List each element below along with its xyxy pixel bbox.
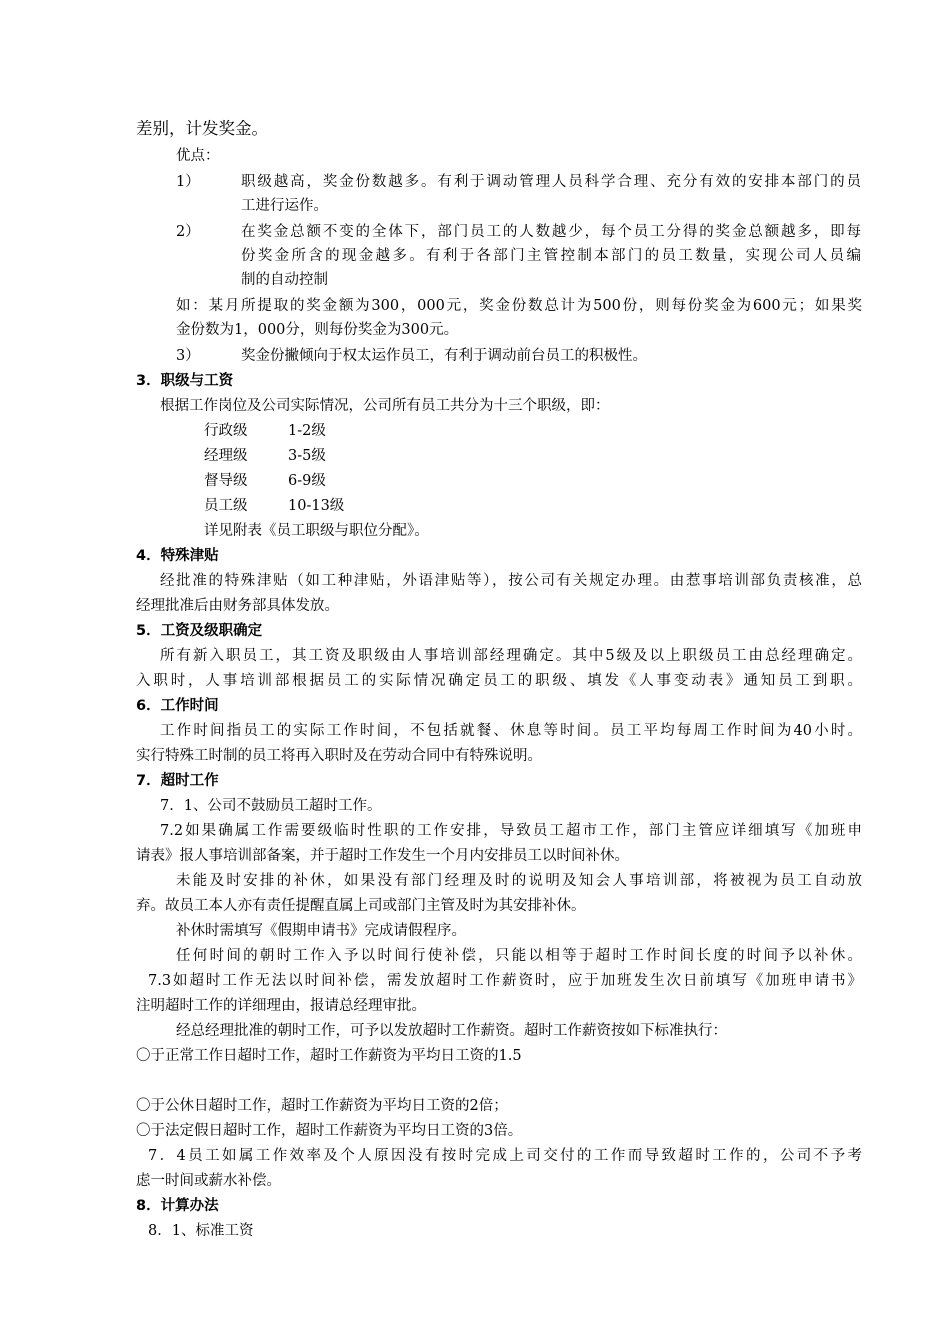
section-6-line-1: 工作时间指员工的实际工作时间，不包括就餐、休息等时间。员工平均每周工作时间为40小时。	[160, 723, 862, 739]
section-3-intro: 根据工作岗位及公司实际情况，公司所有员工共分为十三个职级，即：	[160, 398, 610, 414]
section-5-line-1: 所有新入职员工，其工资及职级由人事培训部经理确定。其中5级及以上职级员工由总经理确定。	[160, 648, 862, 664]
advantage-2-line-2: 份奖金所含的现金越多。有利于各部门主管控制本部门的员工数量，实现公司人员编	[241, 248, 861, 264]
grade-name: 员工级	[204, 498, 248, 514]
example-line-2: 金份数为1，000分，则每份奖金为300元。	[176, 322, 459, 338]
section-5-line-2: 入职时，人事培训部根据员工的实际情况确定员工的职级、填发《人事变动表》通知员工到职。	[136, 673, 862, 689]
section-6-line-2: 实行特殊工时制的员工将再入职时及在劳动合同中有特殊说明。	[136, 748, 542, 764]
grade-row	[204, 446, 930, 466]
section-7-p6-line-2: 注明超时工作的详细理由，报请总经理审批。	[136, 998, 426, 1014]
section-6-heading: 6．工作时间	[136, 698, 219, 714]
section-7-p3-line-2: 弃。故员工本人亦有责任提醒直属上司或部门主管及时为其安排补休。	[136, 898, 586, 914]
intro-line: 差别，计发奖金。	[136, 119, 268, 138]
grade-note: 详见附表《员工职级与职位分配》。	[204, 523, 429, 539]
advantage-2-line-3: 制的自动控制	[241, 272, 328, 288]
section-7-heading: 7．超时工作	[136, 773, 219, 789]
grade-row	[204, 421, 930, 441]
section-7-p1: 7．1、公司不鼓励员工超时工作。	[160, 798, 382, 814]
grade-name: 督导级	[204, 473, 248, 489]
grade-range: 3-5级	[288, 448, 326, 464]
advantage-1-line-1: 职级越高，奖金份数越多。有利于调动管理人员科学合理、充分有效的安排本部门的员	[241, 174, 861, 190]
advantage-3-number: 3）	[176, 348, 200, 364]
section-8-p1: 8．1、标准工资	[148, 1223, 254, 1239]
advantage-2-number: 2）	[176, 224, 200, 240]
section-7-p7: 经总经理批准的朝时工作，可予以发放超时工作薪资。超时工作薪资按如下标准执行：	[176, 1023, 727, 1039]
grade-row	[204, 496, 930, 516]
advantage-1-line-2: 工进行运作。	[241, 198, 328, 214]
example-line-1: 如：某月所提取的奖金额为300，000元，奖金份数总计为500份，则每份奖金为600元；如果奖	[176, 298, 862, 314]
grade-row	[204, 471, 930, 491]
section-7-p8-line-2: 虑一时间或薪水补偿。	[136, 1173, 281, 1189]
section-7-p5: 任何时间的朝时工作入予以时间行使补偿，只能以相等于超时工作时间长度的时间予以补休。	[176, 948, 862, 964]
section-4-line-1: 经批准的特殊津贴（如工种津贴，外语津贴等），按公司有关规定办理。由惹事培训部负责核准，总	[160, 573, 862, 589]
section-7-p4: 补休时需填写《假期申请书》完成请假程序。	[176, 923, 466, 939]
advantage-1-number: 1）	[176, 174, 200, 190]
section-7-p8-line-1: 7．4员工如属工作效率及个人原因没有按时完成上司交付的工作而导致超时工作的，公司不予考	[148, 1148, 862, 1164]
advantage-3-text: 奖金份撇倾向于权太运作员工，有利于调动前台员工的积极性。	[241, 348, 647, 364]
section-3-heading: 3．职级与工资	[136, 373, 234, 389]
overtime-rate-weekend: 〇于公休日超时工作，超时工作薪资为平均日工资的2倍；	[136, 1098, 508, 1114]
section-7-p6-line-1: 7.3如超时工作无法以时间补偿，需发放超时工作薪资时，应于加班发生次日前填写《加班申请书》	[148, 973, 862, 989]
advantage-2-line-1: 在奖金总额不变的全体下，部门员工的人数越少，每个员工分得的奖金总额越多，即每	[241, 224, 861, 240]
section-7-p3-line-1: 未能及时安排的补休，如果没有部门经理及时的说明及知会人事培训部，将被视为员工自动放	[176, 873, 862, 889]
section-7-p2-line-1: 7.2如果确属工作需要级临时性职的工作安排，导致员工超市工作，部门主管应详细填写《加班申	[160, 823, 862, 839]
grade-range: 10-13级	[288, 498, 345, 514]
overtime-rate-holiday: 〇于法定假日超时工作，超时工作薪资为平均日工资的3倍。	[136, 1123, 523, 1139]
section-5-heading: 5．工资及级职确定	[136, 623, 263, 639]
advantages-label: 优点：	[176, 148, 220, 164]
section-4-line-2: 经理批准后由财务部具体发放。	[136, 598, 339, 614]
section-8-heading: 8．计算办法	[136, 1198, 219, 1214]
grade-range: 1-2级	[288, 423, 326, 439]
section-7-p2-line-2: 请表》报人事培训部备案，并于超时工作发生一个月内安排员工以时间补休。	[136, 848, 629, 864]
section-4-heading: 4．特殊津贴	[136, 548, 219, 564]
grade-name: 行政级	[204, 423, 248, 439]
grade-range: 6-9级	[288, 473, 326, 489]
overtime-rate-weekday: 〇于正常工作日超时工作，超时工作薪资为平均日工资的1.5	[136, 1048, 522, 1064]
grade-name: 经理级	[204, 448, 248, 464]
